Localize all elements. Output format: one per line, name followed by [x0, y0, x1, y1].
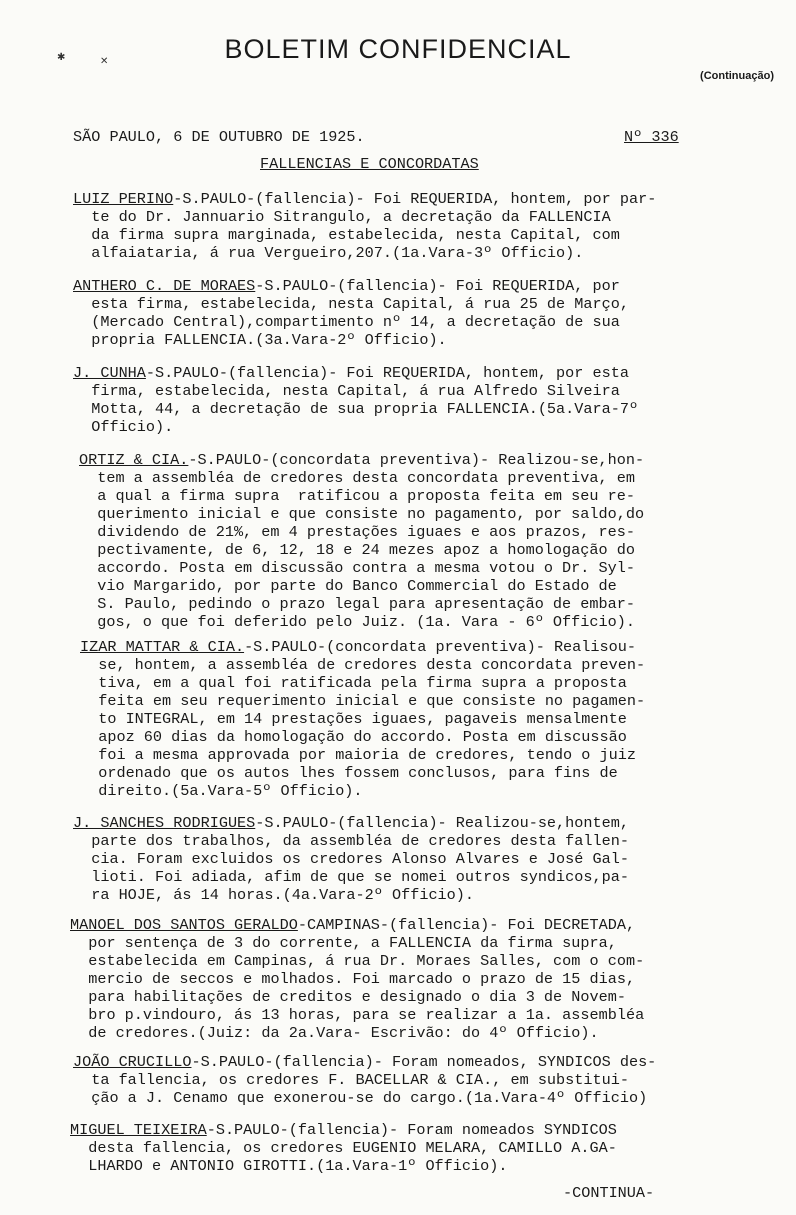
entry-line: da firma supra marginada, estabelecida, nesta Capital, com: [73, 226, 620, 244]
entry-line: Officio).: [73, 418, 174, 436]
entry-line: Motta, 44, a decretação de sua propria FALLENCIA.(5a.Vara-7º: [73, 400, 639, 418]
stray-mark: ✕: [100, 56, 109, 67]
entry-line: vio Margarido, por parte do Banco Commercial do Estado de: [79, 577, 617, 595]
entry-line: -S.PAULO-(fallencia)- Foi REQUERIDA, hontem, por par-: [173, 190, 657, 208]
entry-line: foi a mesma approvada por maioria de credores, tendo o juiz: [80, 746, 636, 764]
entry-line: ra HOJE, ás 14 horas.(4a.Vara-2º Officio).: [73, 886, 475, 904]
entry-line: -S.PAULO-(fallencia)- Foi REQUERIDA, hontem, por esta: [145, 364, 629, 382]
bulletin-number: [624, 128, 679, 146]
entry-name: ORTIZ & CIA.: [79, 451, 189, 469]
entry-line: propria FALLENCIA.(3a.Vara-2º Officio).: [73, 331, 447, 349]
stray-mark: ✱: [57, 52, 66, 63]
entry-line: firma, estabelecida, nesta Capital, á rua Alfredo Silveira: [73, 382, 620, 400]
entry-line: estabelecida em Campinas, á rua Dr. Moraes Salles, com o com-: [70, 952, 645, 970]
entry-line: LHARDO e ANTONIO GIROTTI.(1a.Vara-1º Officio).: [70, 1157, 508, 1175]
entry-line: feita em seu requerimento inicial e que consiste no pagamen-: [80, 692, 646, 710]
entry-line: tiva, em a qual foi ratificada pela firma supra a proposta: [80, 674, 627, 692]
entry-line: -CAMPINAS-(fallencia)- Foi DECRETADA,: [297, 916, 636, 934]
entry: [73, 1053, 656, 1107]
entry-line: se, hontem, a assembléa de credores desta concordata preven-: [80, 656, 646, 674]
entry-name: JOÃO CRUCILLO: [73, 1053, 192, 1071]
entry-line: S. Paulo, pedindo o prazo legal para apresentação de embar-: [79, 595, 635, 613]
entry-line: apoz 60 dias da homologação do accordo. Posta em discussão: [80, 728, 627, 746]
entry-line: te do Dr. Jannuario Sitrangulo, a decretação da FALLENCIA: [73, 208, 611, 226]
entry-line: (Mercado Central),compartimento nº 14, a decretação de sua: [73, 313, 620, 331]
entry-name: J. SANCHES RODRIGUES: [73, 814, 256, 832]
entry: [70, 1121, 617, 1175]
entry: [73, 190, 656, 262]
entry-line: ta fallencia, os credores F. BACELLAR & CIA., em substitui-: [73, 1071, 629, 1089]
entry-line: dividendo de 21%, em 4 prestações iguaes e aos prazos, res-: [79, 523, 635, 541]
continuation-note: (Continuação): [700, 70, 774, 82]
entry-line: -S.PAULO-(fallencia)- Foi REQUERIDA, por: [255, 277, 620, 295]
entry-line: -S.PAULO-(fallencia)- Realizou-se,hontem,: [255, 814, 629, 832]
entry-line: ordenado que os autos lhes fossem conclusos, para fins de: [80, 764, 618, 782]
entry-line: -S.PAULO-(concordata preventiva)- Realizou-se,hon-: [188, 451, 645, 469]
entry: [73, 277, 629, 349]
entry-line: de credores.(Juiz: da 2a.Vara- Escrivão: do 4º Officio).: [70, 1024, 599, 1042]
entry-name: LUIZ PERINO: [73, 190, 174, 208]
entry-line: bro p.vindouro, ás 13 horas, para se realizar a 1a. assembléa: [70, 1006, 645, 1024]
entry-line: direito.(5a.Vara-5º Officio).: [80, 782, 363, 800]
bulletin-number-text: Nº 336: [624, 128, 679, 146]
entry-line: parte dos trabalhos, da assembléa de credores desta fallen-: [73, 832, 629, 850]
entry-line: esta firma, estabelecida, nesta Capital, á rua 25 de Março,: [73, 295, 629, 313]
entry: [73, 814, 629, 904]
document-title: BOLETIM CONFIDENCIAL: [224, 34, 572, 64]
entry: [73, 364, 638, 436]
entry-line: ção a J. Cenamo que exonerou-se do cargo.(1a.Vara-4º Officio): [73, 1089, 648, 1107]
entry-line: -S.PAULO-(fallencia)- Foram nomeados, SYNDICOS des-: [191, 1053, 657, 1071]
entry: [79, 451, 644, 631]
entry-line: lioti. Foi adiada, afim de que se nomei outros syndicos,pa-: [73, 868, 629, 886]
entry-name: ANTHERO C. DE MORAES: [73, 277, 256, 295]
entry-name: MANOEL DOS SANTOS GERALDO: [70, 916, 298, 934]
entry-name: J. CUNHA: [73, 364, 146, 382]
section-title: FALLENCIAS E CONCORDATAS: [260, 155, 479, 173]
entry-line: desta fallencia, os credores EUGENIO MELARA, CAMILLO A.GA-: [70, 1139, 617, 1157]
entry-line: querimento inicial e que consiste no pagamento, por saldo,do: [79, 505, 645, 523]
entry-line: por sentença de 3 do corrente, a FALLENCIA da firma supra,: [70, 934, 617, 952]
continua-note: -CONTINUA-: [563, 1184, 655, 1202]
entry-line: para habilitações de creditos e designado o dia 3 de Novem-: [70, 988, 626, 1006]
entry-line: gos, o que foi deferido pelo Juiz. (1a. Vara - 6º Officio).: [79, 613, 635, 631]
entry-name: IZAR MATTAR & CIA.: [80, 638, 245, 656]
entry-line: cia. Foram excluidos os credores Alonso Alvares e José Gal-: [73, 850, 629, 868]
entry-line: a qual a firma supra ratificou a proposta feita em seu re-: [79, 487, 635, 505]
dateline-date: SÃO PAULO, 6 DE OUTUBRO DE 1925.: [73, 128, 365, 146]
entry-line: tem a assembléa de credores desta concordata preventiva, em: [79, 469, 635, 487]
entry-line: -S.PAULO-(concordata preventiva)- Realisou-: [244, 638, 636, 656]
entry-line: mercio de seccos e molhados. Foi marcado o prazo de 15 dias,: [70, 970, 636, 988]
entry: [80, 638, 645, 800]
entry-line: accordo. Posta em discussão contra a mesma votou o Dr. Syl-: [79, 559, 635, 577]
entry-name: MIGUEL TEIXEIRA: [70, 1121, 207, 1139]
entry-line: to INTEGRAL, em 14 prestações iguaes, pagaveis mensalmente: [80, 710, 627, 728]
entry-line: pectivamente, de 6, 12, 18 e 24 mezes apoz a homologação do: [79, 541, 635, 559]
entry-line: alfaiataria, á rua Vergueiro,207.(1a.Vara-3º Officio).: [73, 244, 584, 262]
entry: [70, 916, 644, 1042]
entry-line: -S.PAULO-(fallencia)- Foram nomeados SYNDICOS: [206, 1121, 617, 1139]
